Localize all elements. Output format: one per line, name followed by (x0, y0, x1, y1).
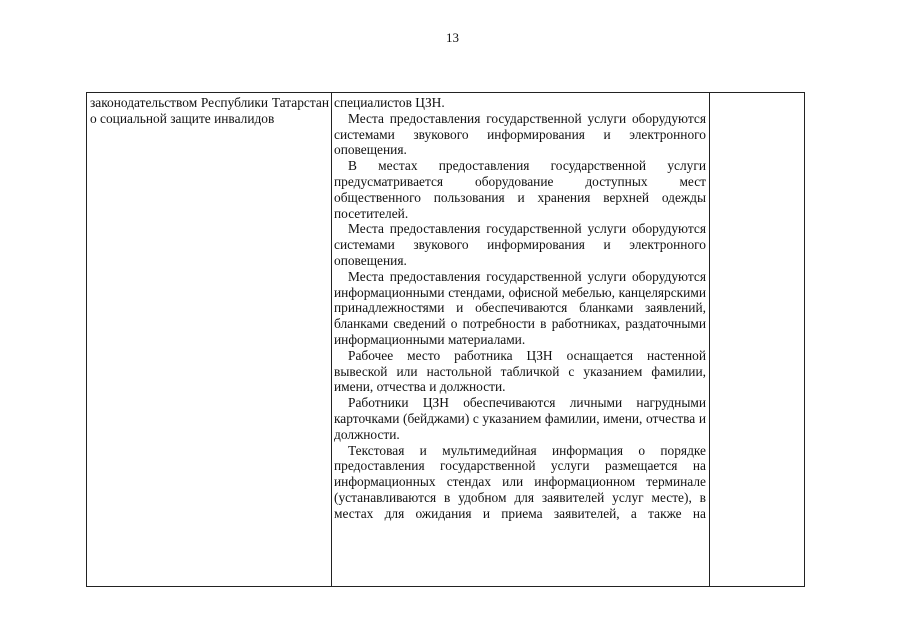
table-cell-left (87, 93, 332, 587)
middle-cell-text (332, 93, 709, 522)
paragraph: Места предоставления государственной услуги оборудуются системами звукового информирования и электронного оповещения. (334, 110, 706, 158)
document-table (86, 92, 805, 587)
paragraph: специалистов ЦЗН. (334, 95, 445, 110)
page-number: 13 (446, 30, 459, 45)
paragraph: Рабочее место работника ЦЗН оснащается настенной вывеской или настольной табличкой с указанием фамилии, имени, отчества и должности. (334, 347, 706, 395)
left-cell-text: законодательством Республики Татарстан о социальной защите инвалидов (90, 95, 329, 126)
paragraph: Места предоставления государственной услуги оборудуются системами звукового информирования и электронного оповещения. (334, 221, 706, 268)
table-row (87, 93, 805, 587)
table-cell-right (710, 93, 805, 587)
paragraph: Места предоставления государственной услуги оборудуются информационными стендами, офисной мебелью, канцелярскими принадлежностями и обеспечиваются бланками заявлений, бланками сведений о потребности в работниках, раздаточными информационными материалами. (334, 268, 706, 347)
paragraph: Работники ЦЗН обеспечиваются личными нагрудными карточками (бейджами) с указанием фамилии, имени, отчества и должности. (334, 395, 706, 442)
paragraph: Текстовая и мультимедийная информация о порядке предоставления государственной услуги размещается на информационных стендах или информационном терминале (устанавливаются в удобном для заявителей услуг месте), в местах для ожидания и приема заявителей, а также на (334, 442, 706, 521)
table-cell-middle (332, 93, 710, 587)
paragraph: В местах предоставления государственной услуги предусматривается оборудование доступных мест общественного пользования и хранения верхней одежды посетителей. (334, 158, 706, 221)
